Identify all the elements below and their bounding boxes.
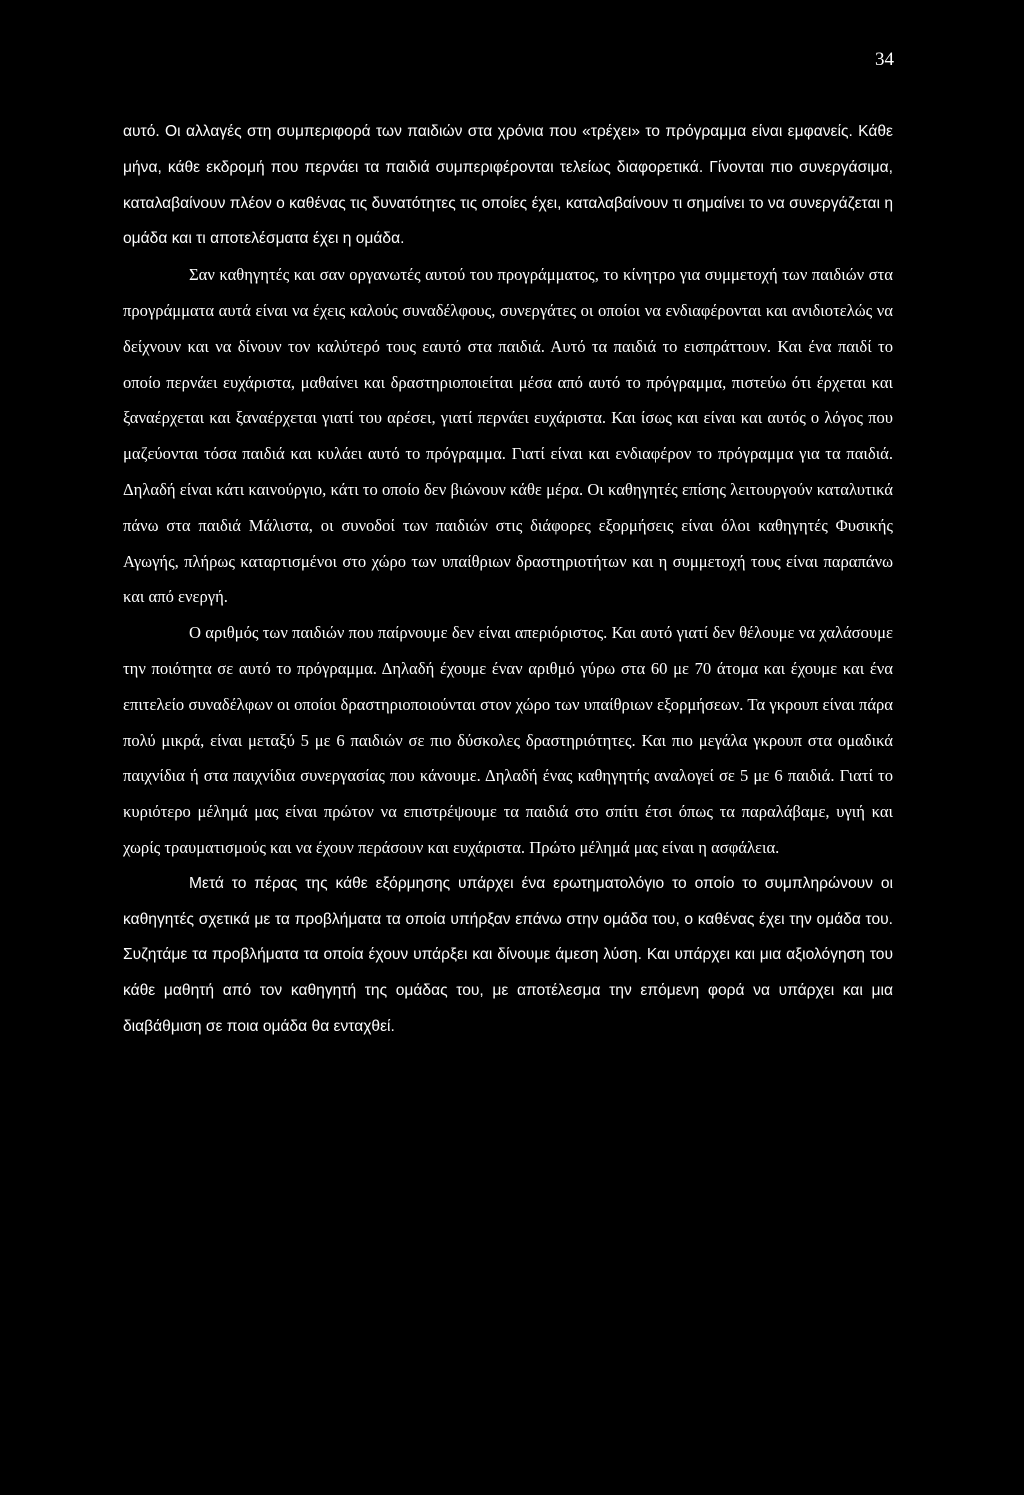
body-text xyxy=(123,114,893,1045)
paragraph-2: Σαν καθηγητές και σαν οργανωτές αυτού του προγράμματος, το κίνητρο για συμμετοχή των παιδιών στα προγράμματα αυτά είναι να έχεις καλούς συναδέλφους, συνεργάτες οι οποίοι να ενδιαφέρονται και ανιδιοτελώς να δείχνουν και να δίνουν τον καλύτερό τους εαυτό στα παιδιά. Αυτό τα παιδιά το εισπράττουν. Και ένα παιδί το οποίο περνάει ευχάριστα, μαθαίνει και δραστηριοποιείται μέσα από αυτό το πρόγραμμα, πιστεύω ότι έρχεται και ξαναέρχεται και ξαναέρχεται γιατί του αρέσει, γιατί περνάει ευχάριστα. Και ίσως και είναι και αυτός ο λόγος που μαζεύονται τόσα παιδιά και κυλάει αυτό το πρόγραμμα. Γιατί είναι και ενδιαφέρον το πρόγραμμα για τα παιδιά. Δηλαδή είναι κάτι καινούργιο, κάτι το οποίο δεν βιώνουν κάθε μέρα. Οι καθηγητές επίσης λειτουργούν καταλυτικά πάνω στα παιδιά Μάλιστα, οι συνοδοί των παιδιών στις διάφορες εξορμήσεις είναι όλοι καθηγητές Φυσικής Αγωγής, πλήρως καταρτισμένοι στο χώρο των υπαίθριων δραστηριοτήτων και η συμμετοχή τους είναι παραπάνω και από ενεργή. xyxy=(123,265,893,607)
paragraph-3: Ο αριθμός των παιδιών που παίρνουμε δεν είναι απεριόριστος. Και αυτό γιατί δεν θέλουμε να χαλάσουμε την ποιότητα σε αυτό το πρόγραμμα. Δηλαδή έχουμε έναν αριθμό γύρω στα 60 με 70 άτομα και έχουμε και ένα επιτελείο συναδέλφων οι οποίοι δραστηριοποιούνται στον χώρο των υπαίθριων εξορμήσεων. Τα γκρουπ είναι πάρα πολύ μικρά, είναι μεταξύ 5 με 6 παιδιών σε πιο δύσκολες δραστηριότητες. Και πιο μεγάλα γκρουπ στα ομαδικά παιχνίδια ή στα παιχνίδια συνεργασίας που κάνουμε. Δηλαδή ένας καθηγητής αναλογεί σε 5 με 6 παιδιά. Γιατί το κυριότερο μέλημά μας είναι πρώτον να επιστρέψουμε τα παιδιά στο σπίτι έτσι όπως τα παραλάβαμε, υγιή και χωρίς τραυματισμούς και να έχουν περάσουν και ευχάριστα. Πρώτο μέλημά μας είναι η ασφάλεια. xyxy=(123,623,893,857)
paragraph-4: Μετά το πέρας της κάθε εξόρμησης υπάρχει ένα ερωτηματολόγιο το οποίο το συμπληρώνουν οι καθηγητές σχετικά με τα προβλήματα τα οποία υπήρξαν επάνω στην ομάδα του, ο καθένας έχει την ομάδα του. Συζητάμε τα προβλήματα τα οποία έχουν υπάρξει και δίνουμε άμεση λύση. Και υπάρχει και μια αξιολόγηση του κάθε μαθητή από τον καθηγητή της ομάδας του, με αποτέλεσμα την επόμενη φορά να υπάρχει και μια διαβάθμιση σε ποια ομάδα θα ενταχθεί. xyxy=(123,874,893,1035)
paragraph-1: αυτό. Οι αλλαγές στη συμπεριφορά των παιδιών στα χρόνια που «τρέχει» το πρόγραμμα είναι εμφανείς. Κάθε μήνα, κάθε εκδρομή που περνάει τα παιδιά συμπεριφέρονται τελείως διαφορετικά. Γίνονται πιο συνεργάσιμα, καταλαβαίνουν πλέον ο καθένας τις δυνατότητες τις οποίες έχει, καταλαβαίνουν τι σημαίνει το να συνεργάζεται η ομάδα και τι αποτελέσματα έχει η ομάδα. xyxy=(123,123,893,248)
page-number: 34 xyxy=(875,49,894,70)
